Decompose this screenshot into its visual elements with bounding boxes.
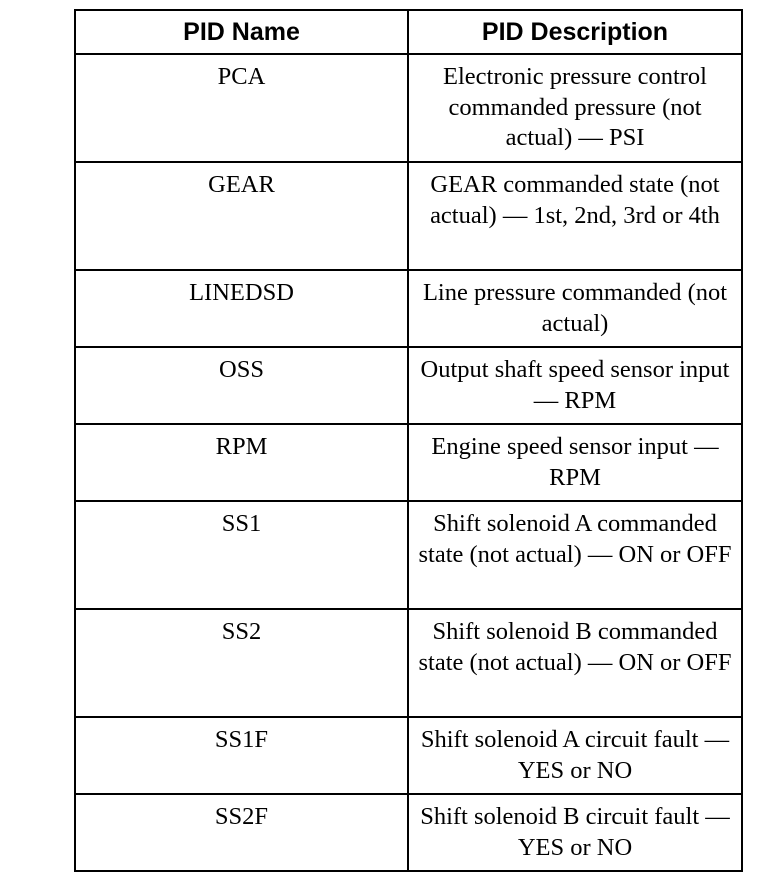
pid-name-cell: GEAR [75,162,408,270]
pid-table [74,9,743,872]
pid-name-cell: SS1F [75,717,408,794]
table-row [75,794,742,871]
pid-description-cell: Output shaft speed sensor input — RPM [408,347,742,424]
table-row [75,54,742,162]
pid-description-cell: GEAR commanded state (not actual) — 1st, 2nd, 3rd or 4th [408,162,742,270]
table-row [75,424,742,501]
pid-description-cell: Engine speed sensor input — RPM [408,424,742,501]
pid-name-cell: SS2F [75,794,408,871]
table-body [75,54,742,871]
pid-description-cell: Electronic pressure control commanded pressure (not actual) — PSI [408,54,742,162]
pid-description-cell: Shift solenoid A commanded state (not actual) — ON or OFF [408,501,742,609]
table-row [75,501,742,609]
pid-name-cell: PCA [75,54,408,162]
pid-description-cell: Line pressure commanded (not actual) [408,270,742,347]
table-row [75,162,742,270]
pid-description-cell: Shift solenoid A circuit fault — YES or NO [408,717,742,794]
table-row [75,717,742,794]
table-header [75,10,742,54]
pid-name-header: PID Name [75,10,408,54]
pid-description-cell: Shift solenoid B circuit fault — YES or NO [408,794,742,871]
pid-name-cell: SS1 [75,501,408,609]
table-row [75,347,742,424]
table-row [75,270,742,347]
pid-name-cell: LINEDSD [75,270,408,347]
pid-description-cell: Shift solenoid B commanded state (not actual) — ON or OFF [408,609,742,717]
pid-name-cell: SS2 [75,609,408,717]
header-row [75,10,742,54]
pid-name-cell: OSS [75,347,408,424]
pid-description-header: PID Description [408,10,742,54]
table-row [75,609,742,717]
pid-name-cell: RPM [75,424,408,501]
